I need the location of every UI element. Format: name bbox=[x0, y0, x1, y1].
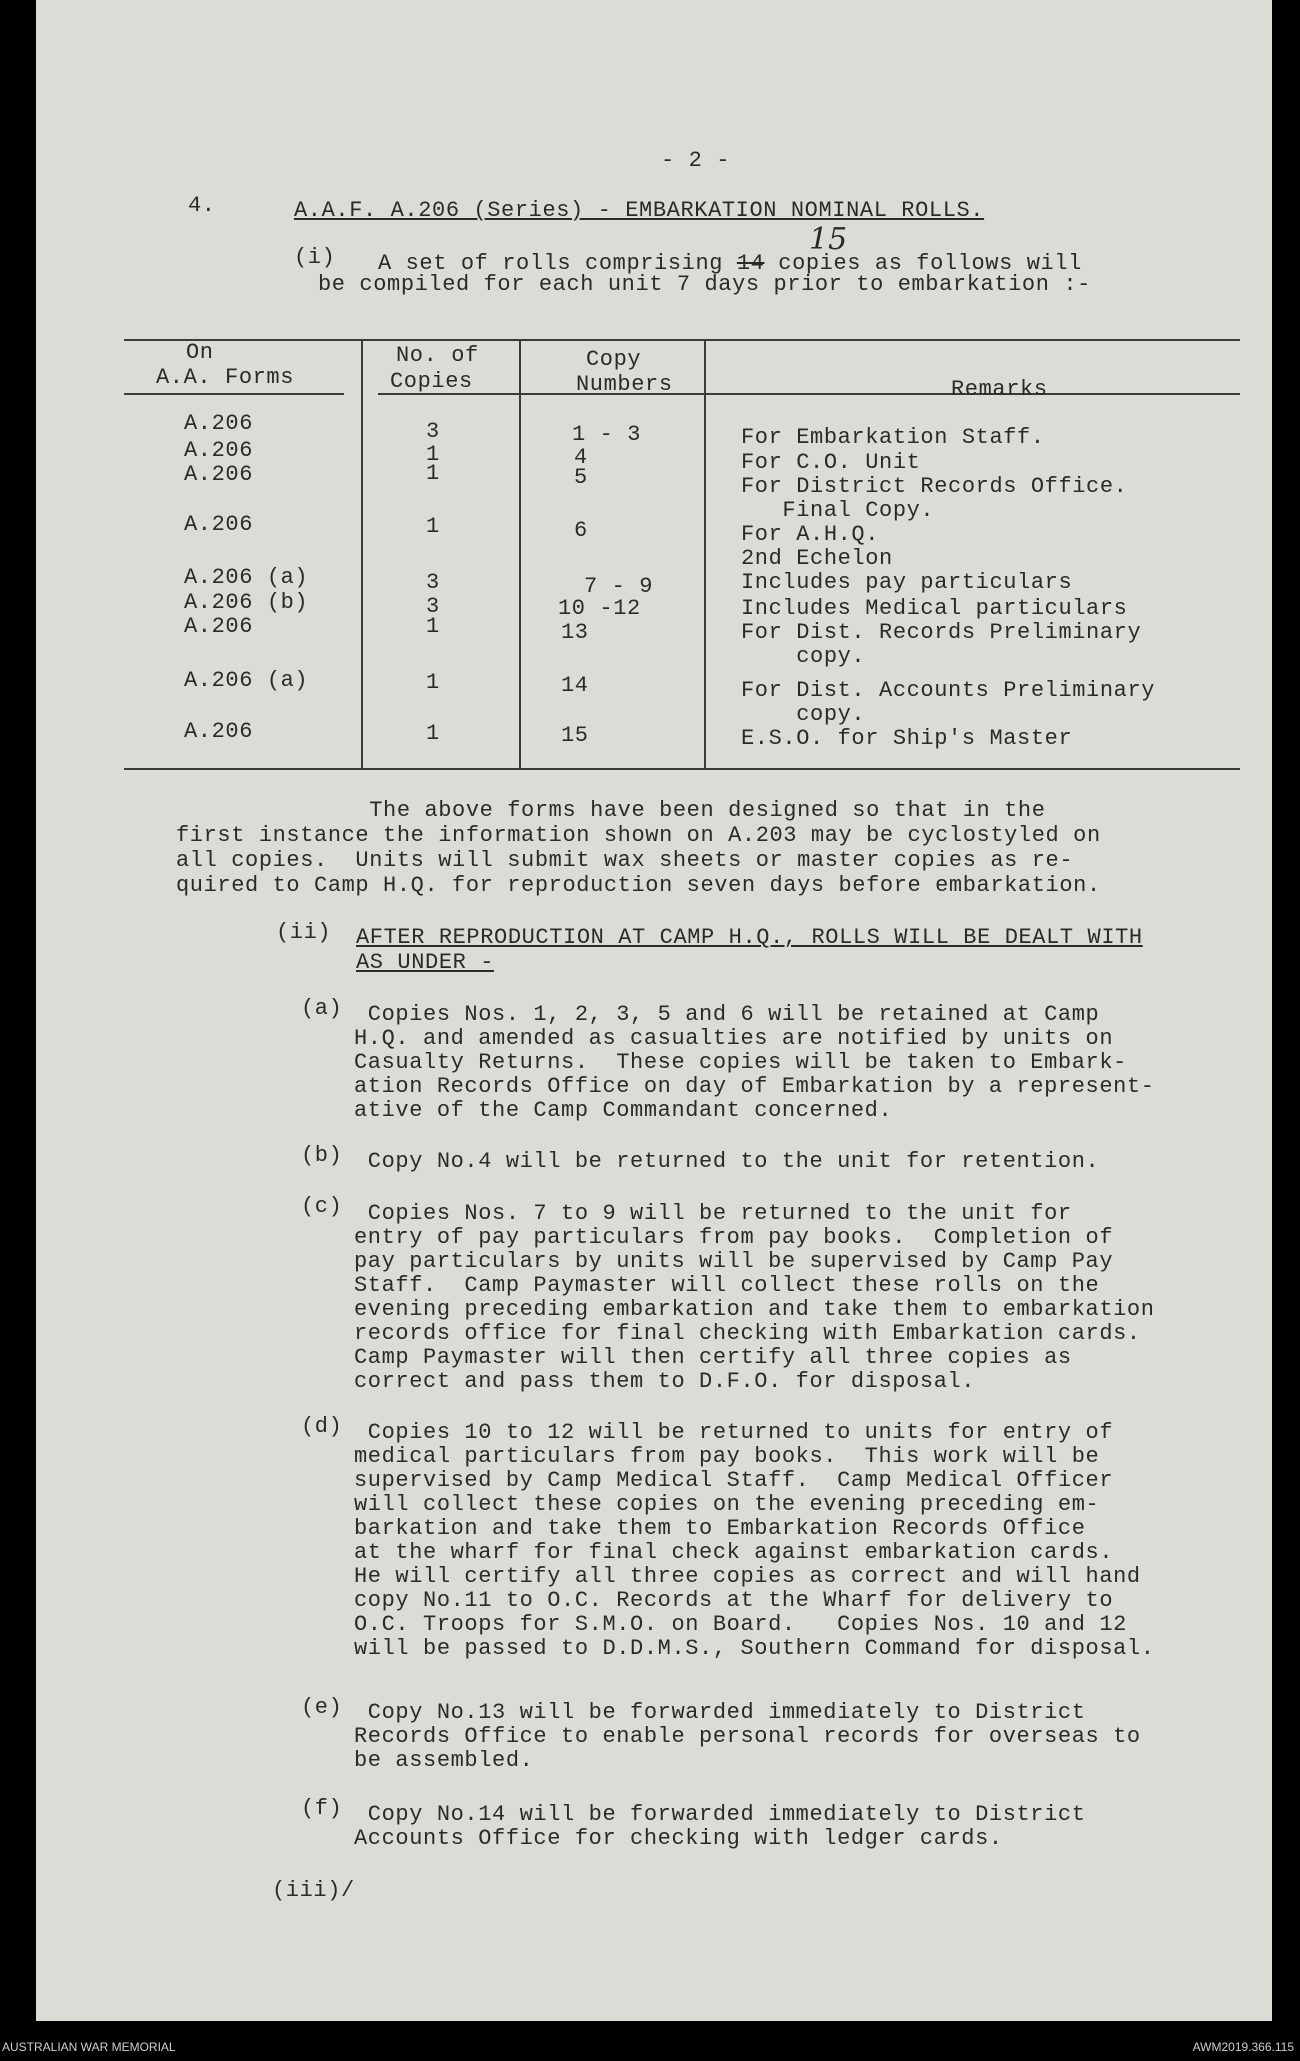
row-remarks: Includes Medical particulars bbox=[741, 596, 1128, 621]
row-remarks-cont: copy. bbox=[741, 644, 866, 669]
row-form: A.206 bbox=[184, 438, 254, 463]
intro-text-a: A set of rolls comprising bbox=[378, 251, 737, 276]
row-numbers: 1 - 3 bbox=[572, 422, 642, 447]
row-copies: 1 bbox=[426, 442, 440, 467]
row-form: A.206 bbox=[184, 411, 254, 436]
item-a-line: ation Records Office on day of Embarkation by a represent- bbox=[354, 1074, 1155, 1099]
item-a-line: ative of the Camp Commandant concerned. bbox=[354, 1098, 893, 1123]
row-numbers: 10 -12 bbox=[558, 596, 641, 621]
item-label-a: (a) bbox=[301, 996, 343, 1021]
paragraph-line: quired to Camp H.Q. for reproduction seven days before embarkation. bbox=[176, 873, 1101, 898]
row-form: A.206 (a) bbox=[184, 668, 309, 693]
item-label-f: (f) bbox=[301, 1796, 343, 1821]
row-copies: 3 bbox=[426, 570, 440, 595]
row-remarks-cont: Final Copy. bbox=[741, 498, 935, 523]
header-copies-2: Copies bbox=[390, 369, 473, 394]
table-top-rule bbox=[124, 339, 1240, 341]
row-remarks: For Dist. Records Preliminary bbox=[741, 620, 1142, 645]
intro-label: (i) bbox=[294, 245, 336, 270]
item-d-line: medical particulars from pay books. This work will be bbox=[354, 1444, 1100, 1469]
row-form: A.206 bbox=[184, 462, 254, 487]
table-bottom-rule bbox=[124, 768, 1240, 770]
item-c-line: pay particulars by units will be supervised by Camp Pay bbox=[354, 1249, 1114, 1274]
item-f-line: Copy No.14 will be forwarded immediately to District bbox=[354, 1802, 1086, 1827]
footer-accession-number: AWM2019.366.115 bbox=[1192, 2040, 1294, 2054]
handwritten-number: 15 bbox=[809, 222, 848, 257]
paragraph-line: all copies. Units will submit wax sheets or master copies as re- bbox=[176, 848, 1074, 873]
row-numbers: 4 bbox=[574, 445, 588, 470]
item-c-line: evening preceding embarkation and take them to embarkation bbox=[354, 1297, 1155, 1322]
page-number: - 2 - bbox=[661, 148, 731, 173]
item-d-line: at the wharf for final check against embarkation cards. bbox=[354, 1540, 1114, 1565]
item-c-line: Staff. Camp Paymaster will collect these rolls on the bbox=[354, 1273, 1100, 1298]
item-a-line: Copies Nos. 1, 2, 3, 5 and 6 will be retained at Camp bbox=[354, 1002, 1100, 1027]
row-remarks: For A.H.Q. bbox=[741, 522, 880, 547]
section-title: A.A.F. A.206 (Series) - EMBARKATION NOMINAL ROLLS. bbox=[294, 198, 985, 223]
row-numbers: 6 bbox=[574, 518, 588, 543]
item-d-line: will collect these copies on the evening preceding em- bbox=[354, 1492, 1100, 1517]
item-c-line: correct and pass them to D.F.O. for disposal. bbox=[354, 1369, 976, 1394]
col-divider-3 bbox=[704, 339, 706, 768]
row-remarks: E.S.O. for Ship's Master bbox=[741, 726, 1073, 751]
row-remarks-cont: copy. bbox=[741, 702, 866, 727]
intro-line-2: be compiled for each unit 7 days prior to embarkation :- bbox=[318, 272, 1091, 297]
item-d-line: O.C. Troops for S.M.O. on Board. Copies Nos. 10 and 12 bbox=[354, 1612, 1127, 1637]
item-label-e: (e) bbox=[301, 1695, 343, 1720]
col-divider-2 bbox=[519, 339, 521, 768]
item-b-line: Copy No.4 will be returned to the unit for retention. bbox=[354, 1149, 1100, 1174]
row-copies: 3 bbox=[426, 594, 440, 619]
item-d-line: Copies 10 to 12 will be returned to units for entry of bbox=[354, 1420, 1114, 1445]
item-e-line: Records Office to enable personal records for overseas to bbox=[354, 1724, 1141, 1749]
item-e-line: Copy No.13 will be forwarded immediately to District bbox=[354, 1700, 1086, 1725]
row-numbers: 7 - 9 bbox=[584, 574, 654, 599]
row-remarks: For Dist. Accounts Preliminary bbox=[741, 678, 1156, 703]
subsection-ii-heading-cont: AS UNDER - bbox=[356, 950, 495, 975]
row-remarks: For Embarkation Staff. bbox=[741, 425, 1045, 450]
row-remarks-cont: 2nd Echelon bbox=[741, 546, 893, 571]
row-remarks: For C.O. Unit bbox=[741, 450, 921, 475]
row-copies: 1 bbox=[426, 614, 440, 639]
row-remarks: For District Records Office. bbox=[741, 474, 1128, 499]
item-d-line: He will certify all three copies as correct and will hand bbox=[354, 1564, 1141, 1589]
item-c-line: Camp Paymaster will then certify all three copies as bbox=[354, 1345, 1072, 1370]
row-numbers: 15 bbox=[561, 723, 589, 748]
item-label-c: (c) bbox=[301, 1194, 343, 1219]
item-d-line: barkation and take them to Embarkation Records Office bbox=[354, 1516, 1086, 1541]
document-page bbox=[36, 0, 1272, 2021]
item-c-line: entry of pay particulars from pay books. Completion of bbox=[354, 1225, 1114, 1250]
struck-number: 14 bbox=[736, 251, 765, 276]
row-copies: 1 bbox=[426, 670, 440, 695]
header-copies-1: No. of bbox=[396, 343, 479, 368]
row-form: A.206 bbox=[184, 614, 254, 639]
row-copies: 3 bbox=[426, 419, 440, 444]
paragraph-line: first instance the information shown on A.203 may be cyclostyled on bbox=[176, 823, 1101, 848]
item-d-line: supervised by Camp Medical Staff. Camp Medical Officer bbox=[354, 1468, 1114, 1493]
row-numbers: 14 bbox=[561, 673, 589, 698]
header-forms-1: On bbox=[186, 340, 214, 365]
row-numbers: 13 bbox=[561, 620, 589, 645]
paragraph-line: The above forms have been designed so that in the bbox=[176, 798, 1046, 823]
item-d-line: will be passed to D.D.M.S., Southern Command for disposal. bbox=[354, 1636, 1155, 1661]
item-label-b: (b) bbox=[301, 1143, 343, 1168]
row-form: A.206 bbox=[184, 719, 254, 744]
header-forms-2: A.A. Forms bbox=[156, 365, 295, 390]
intro-text-b: copies as follows will bbox=[764, 251, 1082, 276]
continuation-marker: (iii)/ bbox=[272, 1878, 355, 1903]
subsection-ii-heading: AFTER REPRODUCTION AT CAMP H.Q., ROLLS WILL BE DEALT WITH bbox=[356, 925, 1143, 950]
row-form: A.206 bbox=[184, 512, 254, 537]
row-numbers: 5 bbox=[574, 465, 588, 490]
item-a-line: Casualty Returns. These copies will be taken to Embark- bbox=[354, 1050, 1127, 1075]
header-rule-1 bbox=[124, 393, 344, 395]
header-numbers-2: Numbers bbox=[576, 372, 673, 397]
footer-credit: AUSTRALIAN WAR MEMORIAL bbox=[2, 2040, 176, 2054]
item-c-line: Copies Nos. 7 to 9 will be returned to the unit for bbox=[354, 1201, 1072, 1226]
header-numbers-1: Copy bbox=[586, 347, 642, 372]
subsection-ii-label: (ii) bbox=[276, 920, 332, 945]
section-number: 4. bbox=[188, 193, 216, 218]
row-copies: 1 bbox=[426, 514, 440, 539]
row-copies: 1 bbox=[426, 461, 440, 486]
item-e-line: be assembled. bbox=[354, 1748, 534, 1773]
item-label-d: (d) bbox=[301, 1414, 343, 1439]
header-rule-2 bbox=[378, 393, 1240, 395]
row-form: A.206 (a) bbox=[184, 565, 309, 590]
item-f-line: Accounts Office for checking with ledger cards. bbox=[354, 1826, 1003, 1851]
item-c-line: records office for final checking with Embarkation cards. bbox=[354, 1321, 1141, 1346]
header-remarks: Remarks bbox=[951, 377, 1048, 402]
item-a-line: H.Q. and amended as casualties are notified by units on bbox=[354, 1026, 1114, 1051]
row-form: A.206 (b) bbox=[184, 590, 309, 615]
col-divider-1 bbox=[361, 339, 363, 768]
row-remarks: Includes pay particulars bbox=[741, 570, 1073, 595]
item-d-line: copy No.11 to O.C. Records at the Wharf for delivery to bbox=[354, 1588, 1114, 1613]
row-copies: 1 bbox=[426, 721, 440, 746]
